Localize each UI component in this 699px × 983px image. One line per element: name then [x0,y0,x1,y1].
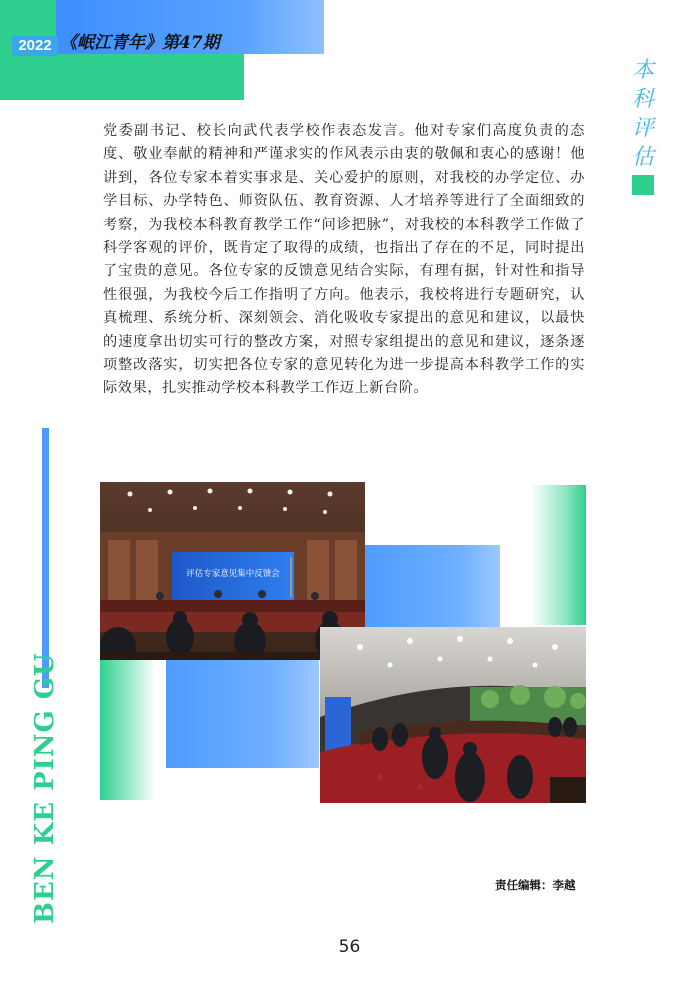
page-number: 56 [338,937,361,957]
section-title-char: 估 [631,145,654,170]
section-title-square [632,175,654,195]
header-issue-title: 《岷江青年》第47期 [60,33,220,53]
responsible-editor: 责任编辑：李越 [495,878,576,892]
left-accent-bar [42,428,49,688]
section-title-char: 本 [631,58,654,83]
section-title-vertical [628,56,658,172]
body-paragraph: 党委副书记、校长向武代表学校作表态发言。他对专家们高度负责的态度、敬业奉献的精神和严谨求实的作风表示由衷的敬佩和衷心的感谢！他讲到，各位专家本着实事求是、关心爱护的原则，对我校的办学定位、办学目标、办学特色、师资队伍、教育资源、人才培养等进行了全面细致的考察，为我校本科教育教学工作“问诊把脉”，对我校的本科教学工作做了科学客观的评价，既肯定了取得的成绩，也指出了存在的不足，同时提出了宝贵的意见。各位专家的反馈意见结合实际，有理有据，针对性和指导性很强，为我校今后工作指明了方向。他表示，我校将进行专题研究，认真梳理、系统分析、深刻领会、消化吸收专家提出的意见和建议，以最快的速度拿出切实可行的整改方案，对照专家组提出的意见和建议，逐条逐项整改落实，切实把各位专家的意见转化为进一步提高本科教学工作的实际效果，扎实推动学校本科教学工作迈上新台阶。 [103,123,585,397]
section-title-char: 科 [631,87,654,112]
photo-conference-room [320,627,586,803]
header-year-badge: 2022 [12,36,58,56]
deco-blue-block-upper [365,545,500,627]
photo-conference-room-illustration [320,627,586,803]
left-vertical-text: BEN KE PING GU [30,652,60,924]
deco-blue-block-lower [166,660,319,768]
photo-screen-caption: 评估专家意见集中反馈会 [186,569,280,579]
deco-green-gradient-left [100,660,156,800]
deco-green-gradient-right [530,485,586,625]
left-vertical-text-box [22,652,72,930]
section-title-char: 评 [631,116,654,141]
